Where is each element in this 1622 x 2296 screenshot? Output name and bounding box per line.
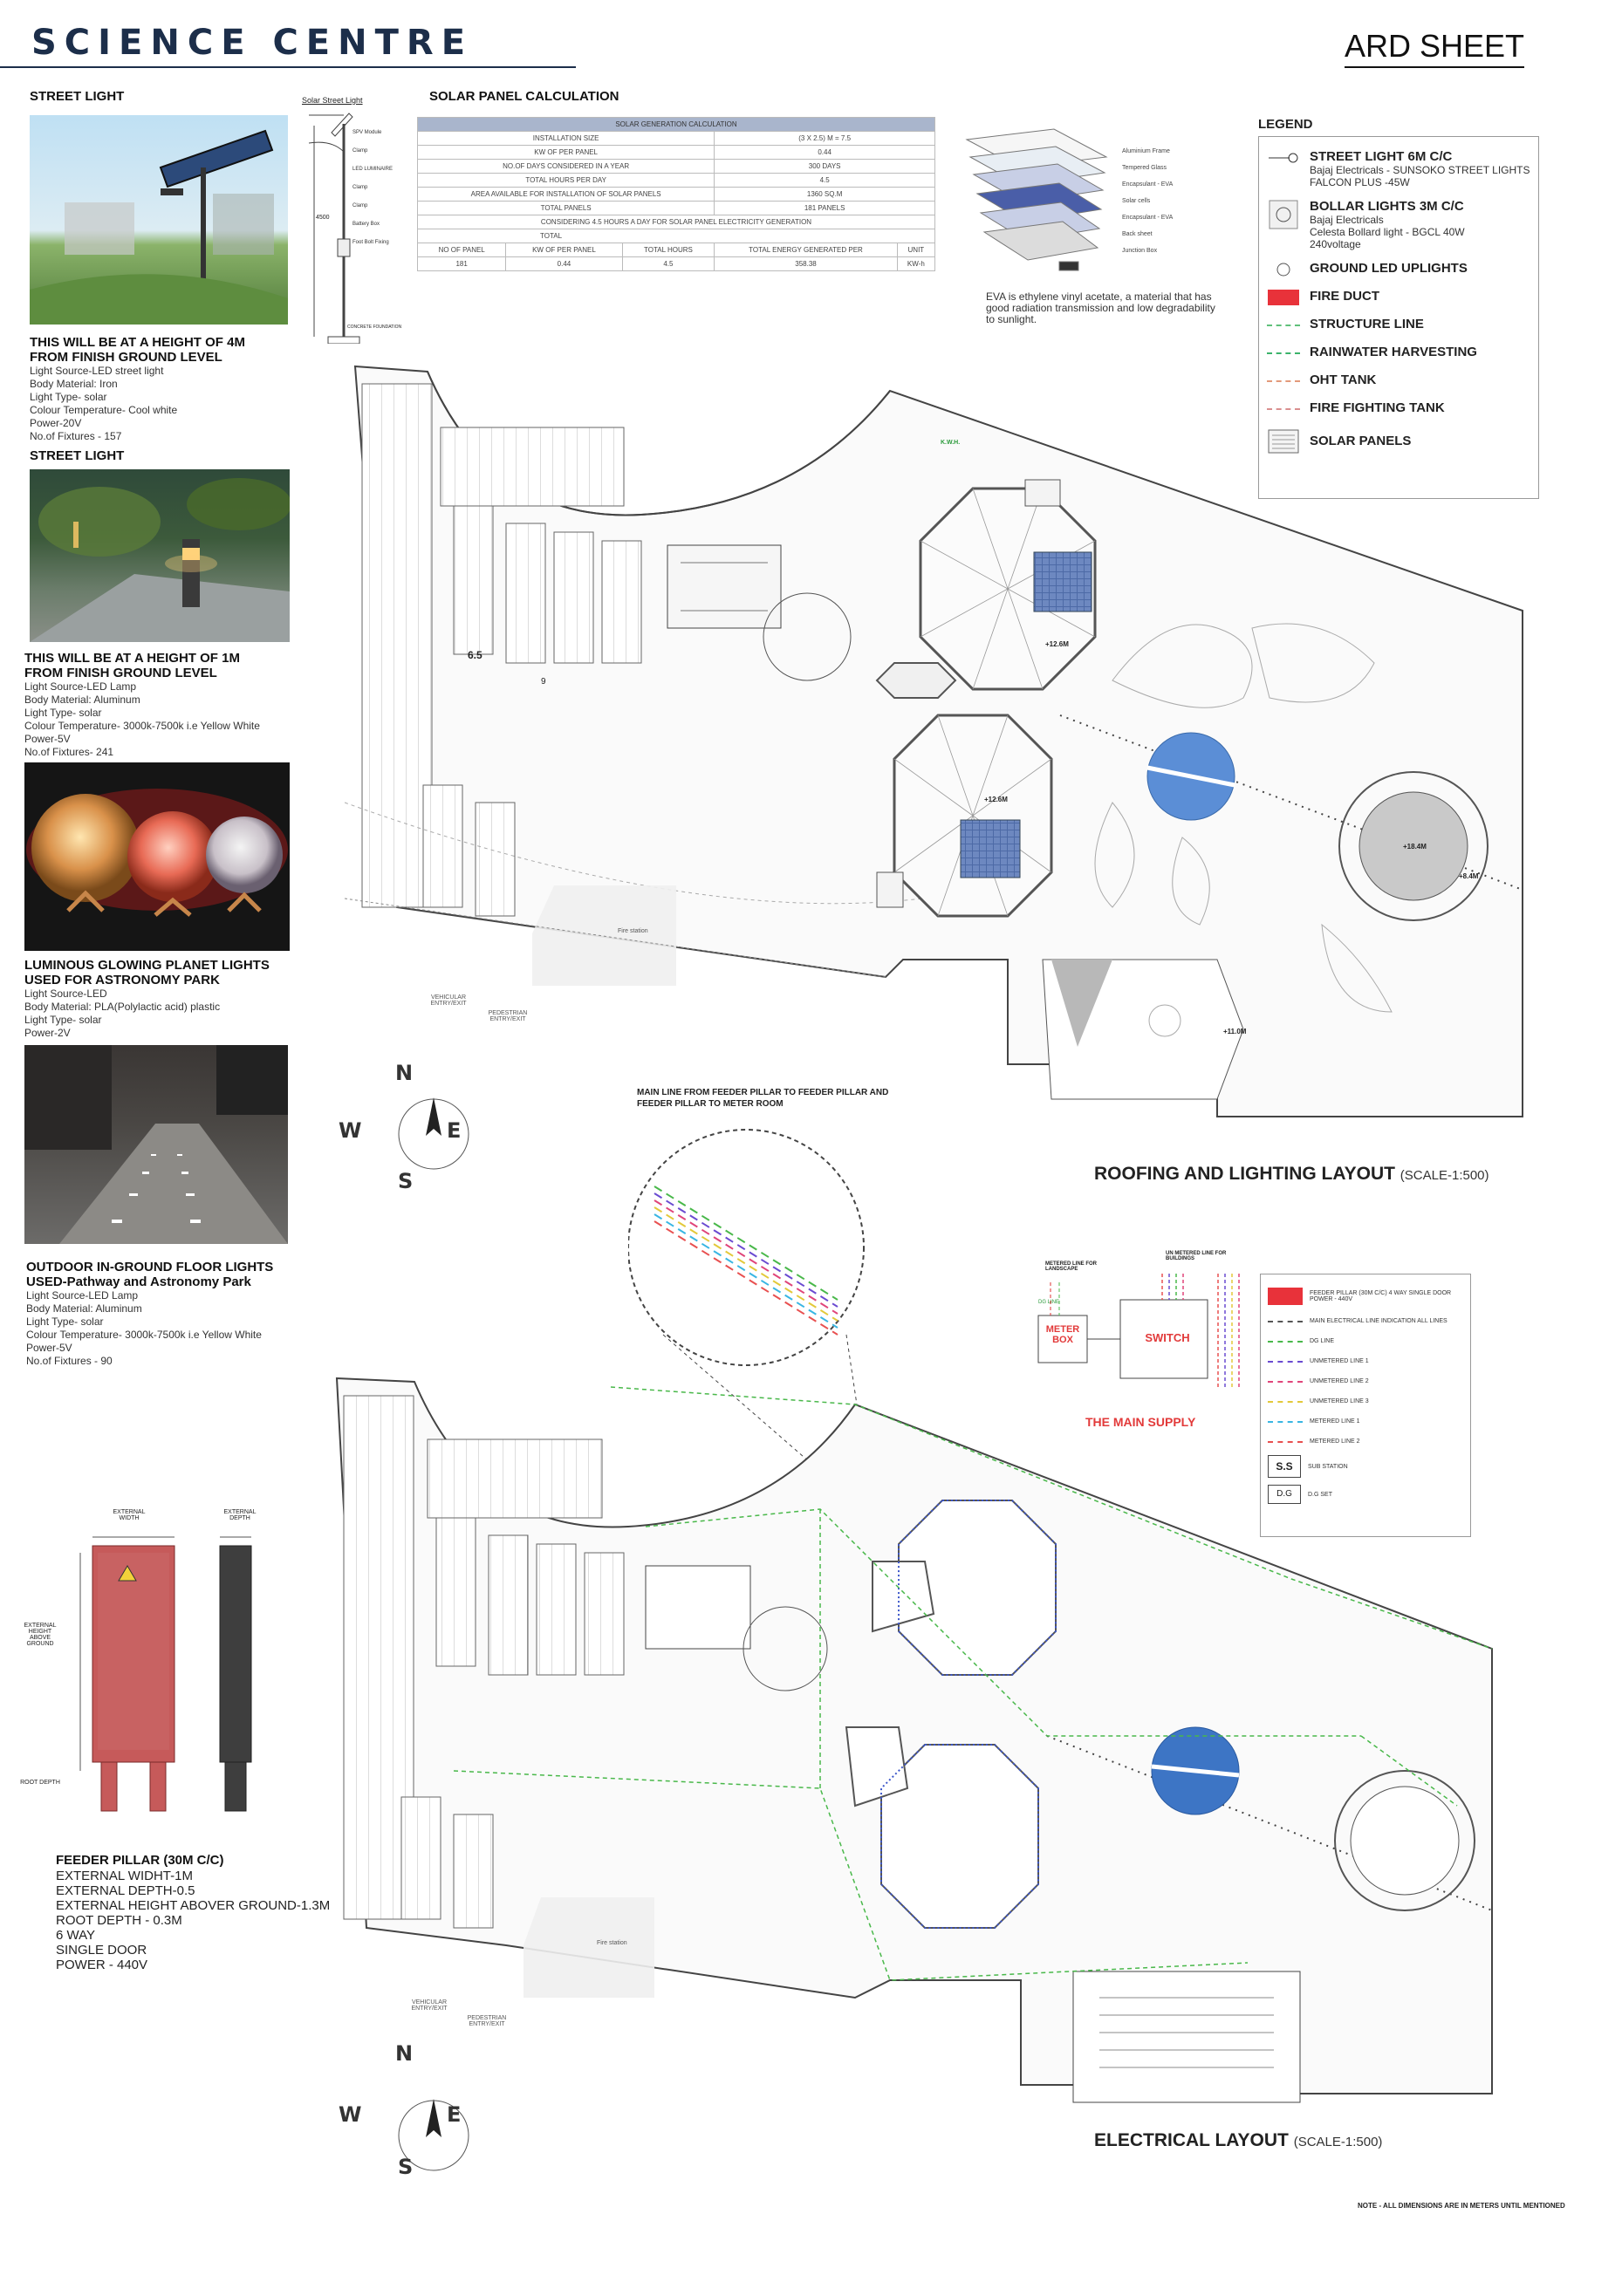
table-row	[418, 174, 935, 188]
bollard-photo	[30, 469, 290, 642]
roof-kwh: K.W.H.	[941, 440, 961, 446]
table-cell: TOTAL PANELS	[418, 202, 715, 215]
layer-label: Tempered Glass	[1122, 165, 1167, 171]
compass-s: S	[398, 2155, 414, 2179]
solar-diagram-title: Solar Street Light	[302, 96, 363, 105]
table-row	[418, 202, 935, 215]
elec-fire-station: Fire station	[597, 1940, 627, 1946]
street-light-heading: STREET LIGHT	[30, 89, 125, 104]
diagram-label: Clamp	[352, 148, 368, 154]
legend-label: UNMETERED LINE 1	[1310, 1358, 1369, 1364]
table-cell: KW-h	[897, 257, 934, 271]
legend-label: STREET LIGHT 6M C/C	[1310, 149, 1453, 164]
spec-line: No.of Fixtures - 90	[26, 1355, 113, 1367]
feeder-height-label: EXTERNAL HEIGHT ABOVE GROUND	[24, 1623, 57, 1647]
floor-lights-specs	[26, 1289, 288, 1368]
legend-sub: Celesta Bollard light - BGCL 40W	[1310, 226, 1465, 238]
roof-dim-1: 6.5	[468, 649, 482, 661]
table-row	[418, 160, 935, 174]
table-cell: 4.5	[715, 174, 935, 188]
spec-line: EXTERNAL DEPTH-0.5	[56, 1883, 195, 1898]
legend-label: SOLAR PANELS	[1310, 434, 1412, 448]
supply-dg: DG LINE	[1038, 1300, 1060, 1305]
diagram-label: SPV Module	[352, 130, 382, 135]
sheet-title: ARD SHEET	[1345, 28, 1524, 68]
table-cell: KW OF PER PANEL	[418, 146, 715, 160]
table-row	[418, 257, 935, 271]
table-row	[418, 243, 935, 257]
compass-rose-icon	[368, 2074, 499, 2205]
legend-title: LEGEND	[1258, 117, 1313, 132]
table-total: TOTAL	[418, 229, 935, 243]
legend-label: STRUCTURE LINE	[1310, 317, 1424, 331]
legend-item	[1266, 149, 1531, 188]
solar-diagram-height: 4500	[316, 215, 330, 221]
table-cell: 358.38	[715, 257, 897, 271]
spec-line: 6 WAY	[56, 1928, 96, 1943]
spec-line: Body Material: Iron	[30, 378, 118, 390]
spec-line: Colour Temperature- 3000k-7500k i.e Yellow White	[24, 720, 260, 732]
compass-w: W	[339, 1118, 362, 1143]
compass-rose-icon	[368, 1073, 499, 1204]
bollard-icon	[1266, 199, 1301, 230]
supply-buildings: UN METERED LINE FOR BUILDINGS	[1166, 1251, 1227, 1261]
unmetered-line-1-icon	[1268, 1361, 1303, 1363]
roof-label-h1: +12.6M	[1045, 640, 1069, 648]
compass-e: E	[447, 1118, 462, 1143]
table-header: NO OF PANEL	[418, 243, 506, 257]
legend-sub: Bajaj Electricals - SUNSOKO STREET LIGHTS	[1310, 164, 1530, 176]
legend-label: BOLLAR LIGHTS 3M C/C	[1310, 199, 1464, 214]
street-light-photo	[30, 115, 288, 325]
table-cell: NO.OF DAYS CONSIDERED IN A YEAR	[418, 160, 715, 174]
legend-label: FIRE FIGHTING TANK	[1310, 400, 1445, 415]
dimensions-note: NOTE - ALL DIMENSIONS ARE IN METERS UNTIL MENTIONED	[1358, 2202, 1565, 2210]
main-line-icon	[1268, 1321, 1303, 1322]
floor-lights-heading: OUTDOOR IN-GROUND FLOOR LIGHTS USED-Pathway and Astronomy Park	[26, 1260, 274, 1289]
table-cell: INSTALLATION SIZE	[418, 132, 715, 146]
spec-line: Light Source-LED Lamp	[24, 680, 137, 693]
dg-line-icon	[1268, 1341, 1303, 1343]
roof-vehicular: VEHICULAR ENTRY/EXIT	[430, 994, 467, 1007]
legend-item	[1266, 261, 1531, 278]
compass-n: N	[395, 2041, 414, 2066]
layer-label: Encapsulant - EVA	[1122, 215, 1174, 221]
spec-line: Light Type- solar	[24, 707, 102, 719]
spec-line: Power-5V	[26, 1342, 72, 1354]
roof-plan-title	[1094, 1164, 1489, 1185]
feeder-specs	[56, 1869, 330, 1972]
diagram-label: Foot Bolt Fixing	[352, 240, 389, 245]
planet-lights-heading: LUMINOUS GLOWING PLANET LIGHTS USED FOR ASTRONOMY PARK	[24, 958, 270, 987]
bollard-heading: STREET LIGHT	[30, 448, 125, 463]
supply-landscape: METERED LINE FOR LANDSCAPE	[1045, 1261, 1098, 1272]
solar-diagram-labels	[352, 124, 393, 252]
bollard-illustration	[30, 469, 290, 642]
legend-item	[1268, 1311, 1463, 1331]
feeder-heading: FEEDER PILLAR (30M C/C)	[56, 1853, 224, 1868]
diagram-label: Clamp	[352, 203, 368, 208]
fire-duct-icon	[1266, 289, 1301, 306]
spec-line: Colour Temperature- Cool white	[30, 404, 178, 416]
legend-sub: 240voltage	[1310, 238, 1361, 250]
table-title: SOLAR GENERATION CALCULATION	[418, 118, 935, 132]
meter-box-label: METER BOX	[1045, 1324, 1080, 1345]
table-header: UNIT	[897, 243, 934, 257]
legend-sub: Bajaj Electricals	[1310, 214, 1384, 226]
title-rule	[0, 66, 576, 68]
spec-line: Light Source-LED	[24, 987, 107, 1000]
spec-line: Colour Temperature- 3000k-7500k i.e Yellow White	[26, 1329, 262, 1341]
legend-label: MAIN ELECTRICAL LINE INDICATION ALL LINES	[1310, 1318, 1447, 1324]
legend-label: METERED LINE 2	[1310, 1438, 1360, 1445]
table-cell: (3 X 2.5) M = 7.5	[715, 132, 935, 146]
spec-line: Power-5V	[24, 733, 71, 745]
legend-label: METERED LINE 1	[1310, 1418, 1360, 1425]
roof-label-h4: +8.4M	[1459, 872, 1479, 880]
street-light-specs	[30, 365, 291, 443]
street-light-height: THIS WILL BE AT A HEIGHT OF 4M FROM FINISH GROUND LEVEL	[30, 335, 245, 365]
solar-calc-table	[417, 117, 935, 271]
legend-label: FIRE DUCT	[1310, 289, 1379, 304]
roof-label-h2: +12.6M	[984, 796, 1008, 803]
feeder-width-label: EXTERNAL WIDTH	[113, 1509, 146, 1521]
spec-line: No.of Fixtures - 157	[30, 430, 122, 442]
solar-diagram-foundation: CONCRETE FOUNDATION	[347, 325, 402, 330]
roof-pedestrian: PEDESTRIAN ENTRY/EXIT	[488, 1010, 528, 1022]
spec-line: Body Material: PLA(Polylactic acid) plastic	[24, 1001, 221, 1013]
feeder-depth-label: EXTERNAL DEPTH	[223, 1509, 257, 1521]
planet-lights-specs	[24, 987, 286, 1040]
bollard-height: THIS WILL BE AT A HEIGHT OF 1M FROM FINISH GROUND LEVEL	[24, 651, 240, 680]
solar-street-light-illustration	[30, 115, 288, 325]
elec-vehicular: VEHICULAR ENTRY/EXIT	[411, 1999, 448, 2012]
compass-n: N	[395, 1061, 414, 1085]
legend-item	[1268, 1351, 1463, 1371]
legend-item	[1266, 317, 1531, 334]
spec-line: Body Material: Aluminum	[24, 694, 140, 706]
panel-layers-diagram	[958, 122, 1115, 279]
legend-item	[1266, 199, 1531, 250]
planet-lights-photo	[24, 762, 290, 951]
legend-label: DG LINE	[1310, 1338, 1335, 1344]
table-row	[418, 188, 935, 202]
layer-label: Back sheet	[1122, 231, 1153, 237]
legend-item	[1266, 289, 1531, 306]
roof-label-h5: +11.0M	[1223, 1028, 1247, 1035]
table-row	[418, 132, 935, 146]
spec-line: No.of Fixtures- 241	[24, 746, 114, 758]
page-title: SCIENCE CENTRE	[31, 23, 474, 63]
sub-station-icon: S.S	[1268, 1455, 1301, 1478]
table-note: CONSIDERING 4.5 HOURS A DAY FOR SOLAR PANEL ELECTRICITY GENERATION	[418, 215, 935, 229]
panel-layer-labels	[1122, 143, 1173, 259]
spec-line: Body Material: Aluminum	[26, 1302, 142, 1315]
layer-label: Solar cells	[1122, 198, 1151, 204]
spec-line: Power-20V	[30, 417, 82, 429]
legend-label: UNMETERED LINE 2	[1310, 1378, 1369, 1384]
legend-label: GROUND LED UPLIGHTS	[1310, 261, 1468, 276]
table-cell: 0.44	[715, 146, 935, 160]
electrical-layout-plan	[332, 1370, 1553, 2137]
spec-line: SINGLE DOOR	[56, 1943, 147, 1958]
table-cell: 300 DAYS	[715, 160, 935, 174]
elec-plan-title-text: ELECTRICAL LAYOUT	[1094, 2130, 1289, 2150]
callout-title: MAIN LINE FROM FEEDER PILLAR TO FEEDER PILLAR AND FEEDER PILLAR TO METER ROOM	[637, 1088, 889, 1109]
bollard-specs	[24, 680, 286, 759]
spec-line: EXTERNAL HEIGHT ABOVER GROUND-1.3M	[56, 1898, 331, 1913]
dg-set-icon: D.G	[1268, 1485, 1301, 1504]
spec-line: EXTERNAL WIDHT-1M	[56, 1869, 193, 1883]
table-header: KW OF PER PANEL	[506, 243, 622, 257]
table-header: TOTAL HOURS	[622, 243, 715, 257]
roof-dim-2: 9	[541, 677, 546, 687]
legend-label: FEEDER PILLAR (30M C/C) 4 WAY SINGLE DOOR POWER - 440V	[1310, 1290, 1452, 1302]
spec-line: POWER - 440V	[56, 1958, 148, 1972]
layer-label: Junction Box	[1122, 248, 1158, 254]
uplight-icon	[1266, 261, 1301, 278]
legend-label: UNMETERED LINE 3	[1310, 1398, 1369, 1404]
legend-label: OHT TANK	[1310, 372, 1377, 387]
floor-lights-illustration	[24, 1045, 288, 1244]
table-cell: AREA AVAILABLE FOR INSTALLATION OF SOLAR PANELS	[418, 188, 715, 202]
diagram-label: Clamp	[352, 185, 368, 190]
compass-s: S	[398, 1169, 414, 1193]
table-header: TOTAL ENERGY GENERATED PER	[715, 243, 897, 257]
table-cell: 181	[418, 257, 506, 271]
legend-item	[1268, 1281, 1463, 1311]
eva-note: EVA is ethylene vinyl acetate, a material that has good radiation transmission and low degradability to sunlight.	[986, 290, 1215, 325]
spec-line: Power-2V	[24, 1027, 71, 1039]
legend-label: SUB STATION	[1308, 1463, 1348, 1470]
diagram-label: LED LUMINAIRE	[352, 167, 394, 172]
table-cell: 4.5	[622, 257, 715, 271]
legend-label: RAINWATER HARVESTING	[1310, 345, 1477, 359]
elec-plan-title	[1094, 2130, 1382, 2151]
layer-label: Aluminium Frame	[1122, 148, 1170, 154]
spec-line: Light Type- solar	[30, 391, 107, 403]
spec-line: Light Type- solar	[24, 1014, 102, 1026]
spec-line: Light Source-LED Lamp	[26, 1289, 139, 1302]
spec-line: Light Type- solar	[26, 1315, 104, 1328]
solar-calc-heading: SOLAR PANEL CALCULATION	[429, 89, 619, 104]
floor-lights-photo	[24, 1045, 288, 1244]
roof-fire-station: Fire station	[618, 928, 648, 934]
elec-pedestrian: PEDESTRIAN ENTRY/EXIT	[467, 2015, 507, 2027]
spec-line: Light Source-LED street light	[30, 365, 164, 377]
legend-item	[1268, 1331, 1463, 1351]
structure-line-icon	[1266, 317, 1301, 334]
layer-label: Encapsulant - EVA	[1122, 181, 1174, 188]
legend-label: D.G SET	[1308, 1491, 1333, 1498]
feeder-root-label: ROOT DEPTH	[20, 1780, 60, 1786]
spec-line: ROOT DEPTH - 0.3M	[56, 1913, 182, 1928]
legend-sub: FALCON PLUS -45W	[1310, 176, 1410, 188]
roof-label-h3: +18.4M	[1403, 843, 1427, 851]
table-cell: 0.44	[506, 257, 622, 271]
compass-w: W	[339, 2102, 362, 2127]
planet-lights-illustration	[24, 762, 290, 951]
compass-e: E	[447, 2102, 462, 2127]
roof-plan-scale: (SCALE-1:500)	[1400, 1168, 1489, 1183]
diagram-label: Battery Box	[352, 222, 380, 227]
table-cell: 1360 SQ.M	[715, 188, 935, 202]
main-supply-label: THE MAIN SUPPLY	[1085, 1415, 1196, 1429]
table-cell: TOTAL HOURS PER DAY	[418, 174, 715, 188]
elec-plan-scale: (SCALE-1:500)	[1293, 2135, 1383, 2149]
table-row	[418, 146, 935, 160]
switch-label: SWITCH	[1145, 1331, 1190, 1344]
roof-plan-title-text: ROOFING AND LIGHTING LAYOUT	[1094, 1164, 1395, 1184]
street-light-icon	[1266, 149, 1301, 167]
feeder-pillar-icon	[1268, 1288, 1303, 1305]
table-cell: 181 PANELS	[715, 202, 935, 215]
